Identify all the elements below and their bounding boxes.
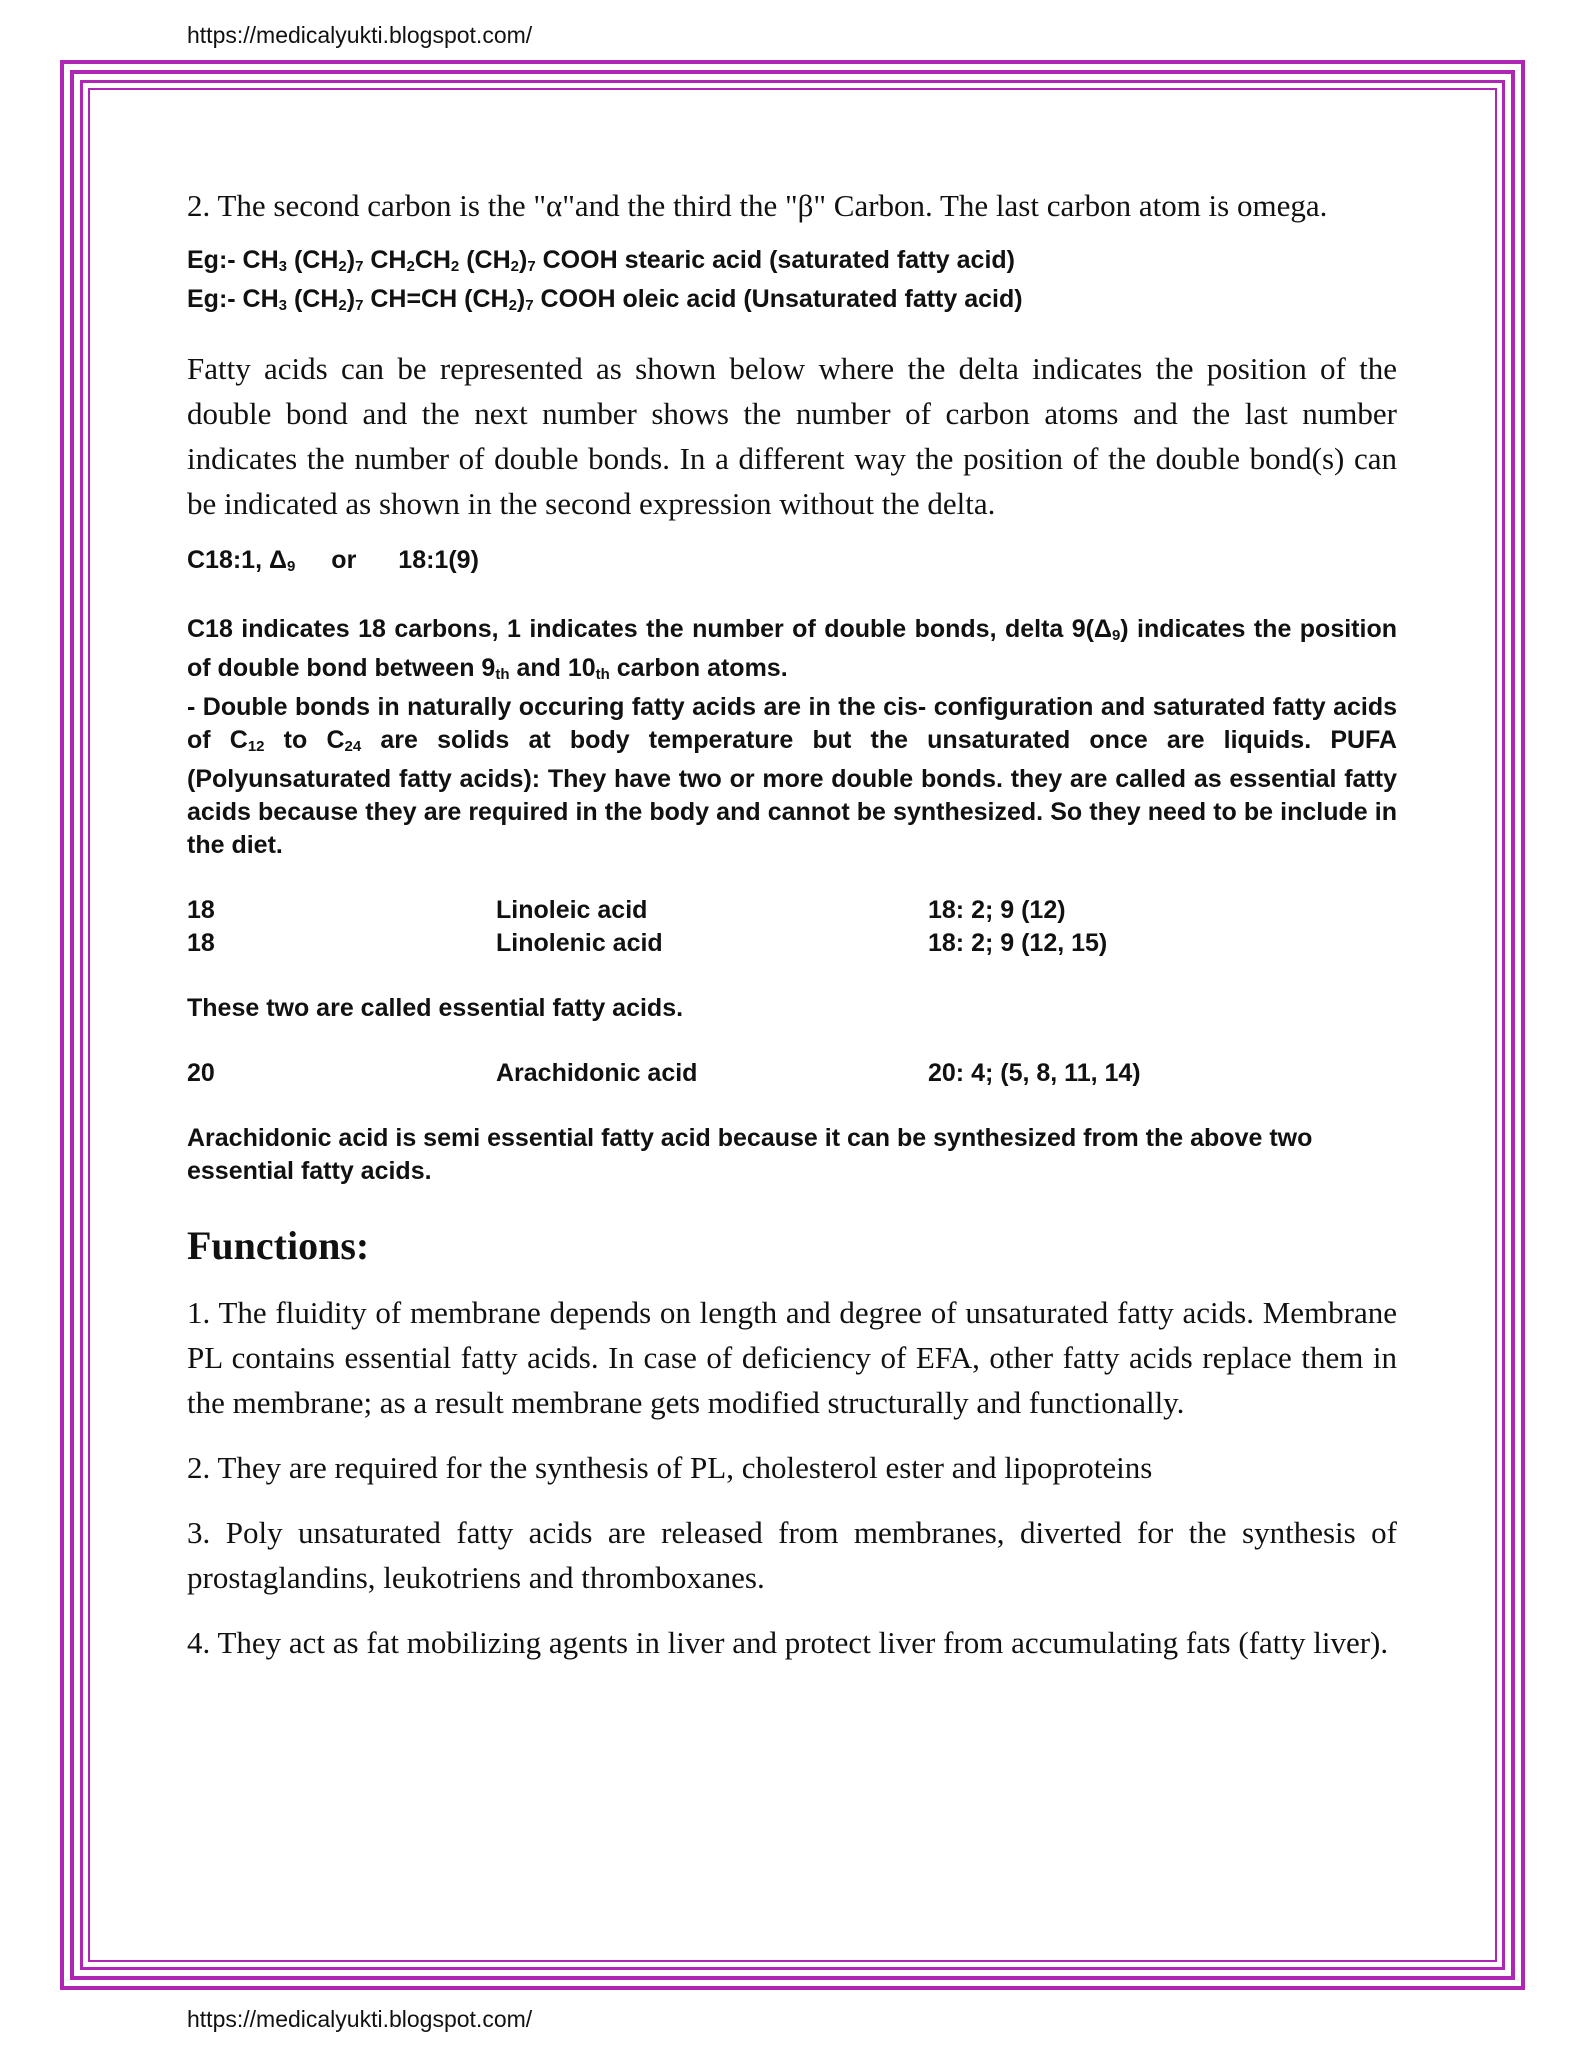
representation-paragraph: Fatty acids can be represented as shown below where the delta indicates the position of the double bond and the next number shows the number of carbon atoms and the last number indicates the number of double bonds. In a different way the position of the double bond(s) can be indicated as shown in the second expression without the delta. — [187, 351, 1397, 521]
oleic-example: Eg:- $CH_3$ $(CH_2)_7$ CH=CH $(CH_2)_7$ COOH oleic acid (Unsaturated fatty acid) — [187, 285, 1023, 314]
function-item: 1. The fluidity of membrane depends on length and degree of unsaturated fatty acids. Membrane PL contains essential fatty acids. In case of deficiency of EFA, other fatty acids replace them in the membrane; as a result membrane gets modified structurally and functionally. — [187, 1295, 1397, 1420]
page-content — [187, 183, 1397, 1685]
notation-line: C18:1, $\Delta_9$ or 18:1(9) — [187, 546, 479, 575]
stearic-example: Eg:- $CH_3$ $(CH_2)_7$ $CH_2CH_2$ $(CH_2)_7$ COOH stearic acid (saturated fatty acid) — [187, 246, 1015, 275]
functions-heading: Functions: — [187, 1223, 370, 1268]
notation-explanation: C18 indicates 18 carbons, 1 indicates the number of double bonds, delta $9(\Delta_9)$ indicates the position of double bond between $9_{th}$ and $10_{th}$ carbon atoms. - Double bonds in naturally occuring fatty acids are in the cis- configuration and saturated fatty acids of $C_{12}$ to $C_{24}$ are solids at body temperature but the unsaturated once are liquids. PUFA (Polyunsaturated fatty acids): They have two or more double bonds. they are called as essential fatty acids because they are required in the body and cannot be synthesized. So they need to be include in the diet. — [187, 615, 1397, 859]
function-item: 4. They act as fat mobilizing agents in liver and protect liver from accumulating fats (fatty liver). — [187, 1625, 1389, 1660]
arachidonic-note: Arachidonic acid is semi essential fatty acid because it can be synthesized from the above two essential fatty acids. — [187, 1124, 1313, 1185]
essential-fatty-acid-table — [187, 894, 1397, 960]
header-url[interactable]: https://medicalyukti.blogspot.com/ — [187, 22, 533, 48]
arachidonic-row: 20 Arachidonic acid 20: 4; (5, 8, 11, 14) — [187, 1059, 1141, 1087]
formula-examples — [187, 244, 1397, 322]
function-item: 2. They are required for the synthesis of PL, cholesterol ester and lipoproteins — [187, 1450, 1153, 1485]
intro-point: 2. The second carbon is the "α"and the third the "β" Carbon. The last carbon atom is omega. — [187, 188, 1328, 223]
function-item: 3. Poly unsaturated fatty acids are released from membranes, diverted for the synthesis of prostaglandins, leukotriens and thromboxanes. — [187, 1515, 1397, 1595]
footer-url[interactable]: https://medicalyukti.blogspot.com/ — [187, 2006, 533, 2032]
table-row: 18 Linoleic acid 18: 2; 9 (12) — [187, 896, 1066, 924]
table-row: 18 Linolenic acid 18: 2; 9 (12, 15) — [187, 929, 1108, 957]
efa-note: These two are called essential fatty acids. — [187, 994, 684, 1022]
